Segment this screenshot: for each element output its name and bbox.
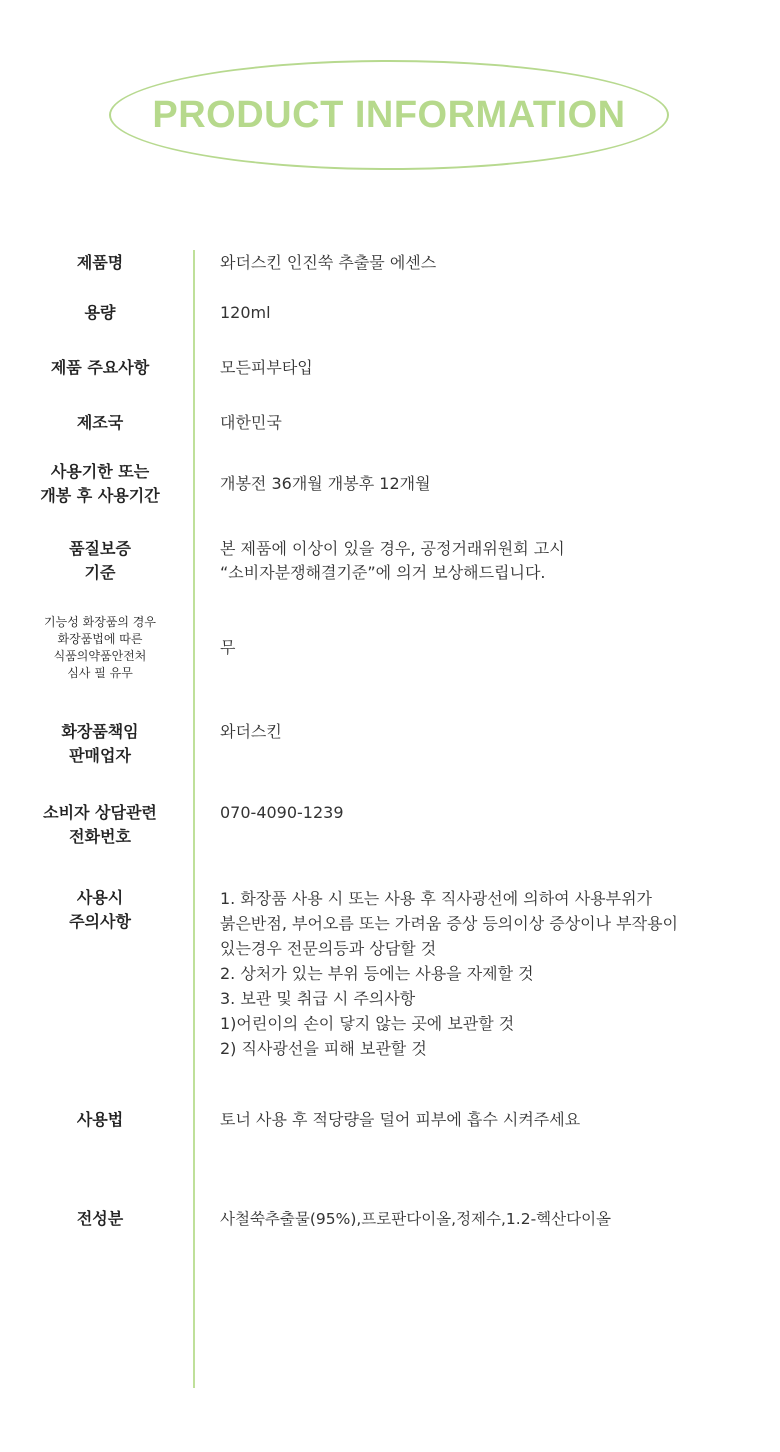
row-label: 사용기한 또는 개봉 후 사용기간: [40, 462, 160, 505]
row-value: 070-4090-1239: [220, 803, 344, 822]
page-title: PRODUCT INFORMATION: [152, 93, 626, 136]
row-label: 제품명: [76, 253, 124, 272]
row-label: 사용법: [76, 1110, 124, 1129]
row-value: 와더스킨: [220, 722, 282, 741]
row-label: 소비자 상담관련 전화번호: [43, 803, 157, 846]
row-label: 전성분: [76, 1209, 124, 1228]
row-value: 120ml: [220, 303, 271, 322]
row-label: 사용시 주의사항: [69, 888, 131, 931]
row-value: 대한민국: [220, 413, 282, 432]
row-value: 모든피부타입: [220, 358, 313, 377]
row-value: 1. 화장품 사용 시 또는 사용 후 직사광선에 의하여 사용부위가 붉은반점, 부어오름 또는 가려움 증상 등의이상 증상이나 부작용이 있는경우 전문의등과 상담할 것 2. 상처가 있는 부위 등에는 사용을 자제할 것 3. 보관 및 취급 시 주의사항 1)어린이의 손이 닿지 않는 곳에 보관할 것 2) 직사광선을 피해 보관할 것: [220, 889, 679, 1058]
row-label: 화장품책임 판매업자: [61, 722, 139, 765]
row-value: 와더스킨 인진쑥 추출물 에센스: [220, 253, 437, 272]
row-label: 품질보증 기준: [69, 539, 131, 582]
row-label: 제품 주요사항: [50, 358, 150, 377]
row-value: 본 제품에 이상이 있을 경우, 공정거래위원회 고시 “소비자분쟁해결기준”에 의거 보상해드립니다.: [220, 539, 565, 582]
row-value: 개봉전 36개월 개봉후 12개월: [220, 474, 431, 493]
row-value: 토너 사용 후 적당량을 덜어 피부에 흡수 시켜주세요: [220, 1110, 581, 1129]
row-value: 사철쑥추출물(95%),프로판다이올,정제수,1.2-헥산다이올: [220, 1210, 612, 1228]
row-label: 용량: [84, 303, 116, 322]
column-divider: [193, 250, 195, 1388]
title-oval: [109, 60, 669, 170]
row-label: 제조국: [76, 413, 124, 432]
row-value: 무: [220, 638, 236, 657]
row-label: 기능성 화장품의 경우 화장품법에 따른 식품의약품안전처 심사 필 유무: [44, 615, 156, 680]
